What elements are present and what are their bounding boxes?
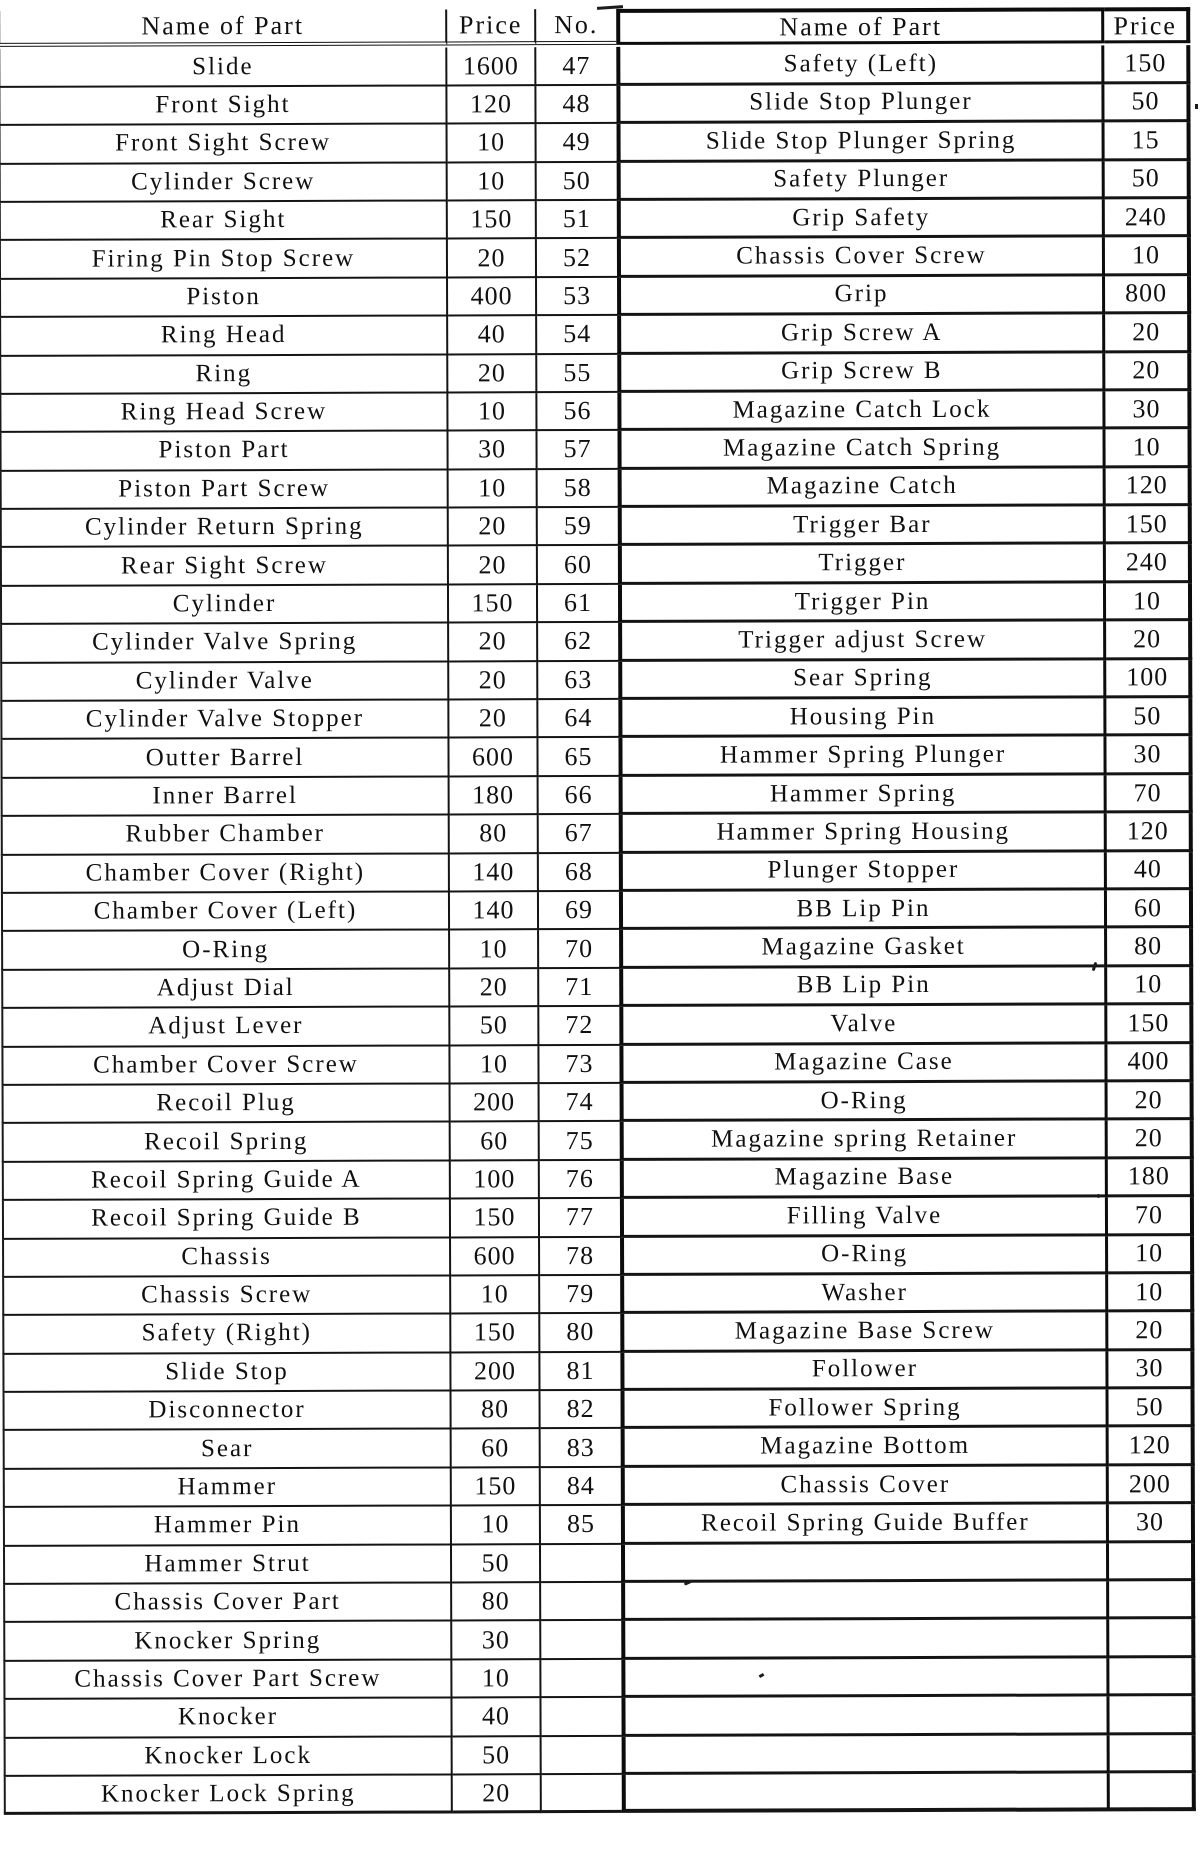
left-price-cell: 80: [452, 1583, 541, 1622]
left-part-name-cell: Front Sight: [0, 86, 448, 126]
right-price-cell: 50: [1106, 698, 1192, 737]
part-number-cell: 71: [539, 969, 619, 1008]
left-part-name-cell: Cylinder Valve Stopper: [0, 700, 449, 740]
right-part-name-cell: Magazine Catch Spring: [617, 430, 1105, 470]
left-part-name-cell: Adjust Lever: [1, 1008, 450, 1048]
left-part-name-cell: Chassis Cover Part Screw: [3, 1660, 452, 1700]
right-price-cell: [1109, 1658, 1195, 1697]
right-part-name-cell: Magazine Gasket: [619, 929, 1107, 969]
right-name-column-header: Name of Part: [616, 7, 1104, 45]
right-part-name-cell: Grip Safety: [617, 199, 1105, 239]
left-part-name-cell: Piston: [0, 278, 448, 318]
right-price-cell: 30: [1106, 737, 1192, 776]
right-part-name-cell: Chassis Cover Screw: [617, 238, 1105, 278]
right-part-name-cell: Sear Spring: [618, 660, 1106, 700]
left-price-cell: 120: [447, 86, 536, 125]
right-part-name-cell: Recoil Spring Guide Buffer: [621, 1505, 1109, 1545]
right-part-name-cell: Valve: [619, 1006, 1107, 1046]
right-price-cell: 20: [1106, 621, 1192, 660]
part-number-cell: 53: [537, 278, 617, 317]
left-part-name-cell: Cylinder Screw: [0, 163, 448, 203]
right-price-column-header: Price: [1104, 7, 1190, 43]
right-part-name-cell: Magazine Catch Lock: [617, 391, 1105, 431]
right-price-cell: 10: [1108, 1274, 1194, 1313]
part-number-cell: 63: [538, 662, 618, 701]
right-part-name-cell: Trigger: [618, 545, 1106, 585]
left-price-cell: 50: [453, 1737, 542, 1776]
part-number-cell: 50: [537, 162, 617, 201]
left-price-cell: 20: [453, 1775, 542, 1814]
part-number-cell: 85: [541, 1506, 621, 1545]
part-number-cell: 81: [540, 1353, 620, 1392]
left-price-cell: 140: [450, 854, 539, 893]
left-price-cell: 150: [451, 1314, 540, 1353]
left-price-cell: 150: [451, 1199, 540, 1238]
left-price-cell: 200: [451, 1353, 540, 1392]
right-price-cell: 120: [1109, 1428, 1195, 1467]
left-part-name-cell: Safety (Right): [2, 1315, 451, 1355]
scan-artifact: [1097, 1194, 1100, 1198]
right-part-name-cell: [622, 1773, 1110, 1813]
left-name-column-header: Name of Part: [0, 9, 447, 46]
right-price-cell: 10: [1108, 1236, 1194, 1275]
part-number-cell: 57: [537, 431, 617, 470]
right-price-cell: 240: [1106, 545, 1192, 584]
right-part-name-cell: [622, 1735, 1110, 1775]
left-price-cell: 600: [449, 739, 538, 778]
left-part-name-cell: Adjust Dial: [1, 969, 450, 1009]
right-price-cell: 150: [1106, 506, 1192, 545]
part-number-cell: 83: [541, 1429, 621, 1468]
part-number-cell: 72: [539, 1007, 619, 1046]
right-part-name-cell: Trigger adjust Screw: [618, 622, 1106, 662]
left-price-cell: 150: [448, 201, 537, 240]
right-part-name-cell: Grip: [617, 276, 1105, 316]
left-part-name-cell: Firing Pin Stop Screw: [0, 240, 448, 280]
part-number-cell: 54: [537, 316, 617, 355]
right-price-cell: 400: [1107, 1044, 1193, 1083]
left-part-name-cell: Outter Barrel: [0, 739, 449, 779]
left-part-name-cell: Hammer Strut: [3, 1545, 452, 1585]
left-part-name-cell: Slide: [0, 48, 447, 88]
left-price-cell: 10: [448, 393, 537, 432]
right-price-cell: 120: [1106, 468, 1192, 507]
part-number-cell: [541, 1583, 621, 1622]
part-number-cell: [542, 1737, 622, 1776]
right-part-name-cell: Magazine Base Screw: [620, 1313, 1108, 1353]
left-price-cell: 50: [452, 1545, 541, 1584]
right-part-name-cell: Trigger Bar: [618, 506, 1106, 546]
left-part-name-cell: Chamber Cover (Right): [1, 854, 450, 894]
left-part-name-cell: Hammer Pin: [3, 1507, 452, 1547]
left-part-name-cell: Chamber Cover Screw: [1, 1046, 450, 1086]
part-number-cell: 77: [540, 1199, 620, 1238]
left-part-name-cell: Recoil Plug: [2, 1084, 451, 1124]
right-price-cell: [1110, 1735, 1196, 1774]
part-number-cell: 59: [538, 508, 618, 547]
right-price-cell: 50: [1104, 84, 1190, 123]
right-price-cell: [1109, 1581, 1195, 1620]
left-part-name-cell: Rear Sight Screw: [0, 547, 449, 587]
right-price-cell: 10: [1105, 237, 1191, 276]
right-price-cell: 70: [1107, 775, 1193, 814]
right-part-name-cell: Slide Stop Plunger: [616, 84, 1104, 124]
left-price-cell: 30: [448, 431, 537, 470]
right-part-name-cell: Safety (Left): [616, 46, 1104, 86]
right-price-cell: 60: [1107, 890, 1193, 929]
left-price-cell: 10: [448, 124, 537, 163]
scan-artifact: [1195, 104, 1198, 109]
right-price-cell: 30: [1105, 391, 1191, 430]
right-price-cell: 10: [1106, 583, 1192, 622]
right-price-cell: 20: [1105, 314, 1191, 353]
right-price-cell: 10: [1107, 967, 1193, 1006]
part-number-cell: [541, 1698, 621, 1737]
part-number-cell: 52: [537, 239, 617, 278]
part-number-cell: 64: [538, 700, 618, 739]
part-number-cell: 82: [541, 1391, 621, 1430]
left-part-name-cell: Piston Part: [0, 432, 449, 472]
left-price-cell: 1600: [447, 48, 536, 87]
left-price-cell: 10: [452, 1660, 541, 1699]
left-price-cell: 40: [448, 316, 537, 355]
part-number-cell: 84: [541, 1468, 621, 1507]
left-price-cell: 20: [448, 355, 537, 394]
right-part-name-cell: Magazine Catch: [618, 468, 1106, 508]
right-part-name-cell: BB Lip Pin: [619, 890, 1107, 930]
right-part-name-cell: Slide Stop Plunger Spring: [617, 123, 1105, 163]
left-part-name-cell: Hammer: [3, 1468, 452, 1508]
right-price-cell: 240: [1105, 199, 1191, 238]
part-number-cell: 47: [536, 47, 616, 86]
right-part-name-cell: Magazine spring Retainer: [620, 1121, 1108, 1161]
left-price-cell: 80: [450, 815, 539, 854]
right-part-name-cell: [621, 1697, 1109, 1737]
right-part-name-cell: Grip Screw A: [617, 315, 1105, 355]
left-price-cell: 10: [450, 931, 539, 970]
left-price-cell: 20: [449, 623, 538, 662]
part-number-cell: 58: [538, 470, 618, 509]
left-part-name-cell: Disconnector: [3, 1392, 452, 1432]
right-part-name-cell: Magazine Bottom: [621, 1428, 1109, 1468]
right-price-cell: 800: [1105, 276, 1191, 315]
left-price-cell: 60: [452, 1430, 541, 1469]
right-part-name-cell: Safety Plunger: [617, 161, 1105, 201]
right-price-cell: 100: [1106, 660, 1192, 699]
right-part-name-cell: Hammer Spring Housing: [619, 814, 1107, 854]
part-number-cell: 48: [536, 86, 616, 125]
right-price-cell: 50: [1105, 161, 1191, 200]
left-part-name-cell: Ring Head: [0, 317, 448, 357]
left-price-cell: 20: [449, 662, 538, 701]
left-part-name-cell: Chassis Cover Part: [3, 1583, 452, 1623]
right-price-cell: [1109, 1620, 1195, 1659]
right-part-name-cell: Hammer Spring: [619, 775, 1107, 815]
left-part-name-cell: Cylinder: [0, 585, 449, 625]
left-price-cell: 10: [451, 1276, 540, 1315]
right-part-name-cell: Grip Screw B: [617, 353, 1105, 393]
right-price-cell: 30: [1108, 1351, 1194, 1390]
part-number-cell: 78: [540, 1237, 620, 1276]
left-part-name-cell: Cylinder Valve Spring: [0, 624, 449, 664]
right-part-name-cell: Magazine Base: [620, 1159, 1108, 1199]
part-number-cell: 56: [537, 393, 617, 432]
right-part-name-cell: [621, 1620, 1109, 1660]
left-price-cell: 10: [448, 163, 537, 202]
left-part-name-cell: Rear Sight: [0, 201, 448, 241]
left-price-cell: 40: [452, 1698, 541, 1737]
right-part-name-cell: BB Lip Pin: [619, 967, 1107, 1007]
right-part-name-cell: Hammer Spring Plunger: [618, 737, 1106, 777]
left-part-name-cell: Cylinder Return Spring: [0, 509, 449, 549]
left-price-cell: 140: [450, 892, 539, 931]
part-number-cell: 60: [538, 546, 618, 585]
right-part-name-cell: Plunger Stopper: [619, 852, 1107, 892]
right-price-cell: 20: [1108, 1312, 1194, 1351]
left-part-name-cell: Knocker Lock Spring: [4, 1775, 453, 1815]
right-price-cell: 40: [1107, 852, 1193, 891]
right-part-name-cell: O-Ring: [620, 1082, 1108, 1122]
right-part-name-cell: Chassis Cover: [621, 1466, 1109, 1506]
left-part-name-cell: Ring Head Screw: [0, 393, 448, 433]
right-price-cell: 20: [1108, 1082, 1194, 1121]
right-price-cell: 180: [1108, 1159, 1194, 1198]
left-price-cell: 600: [451, 1238, 540, 1277]
left-part-name-cell: Recoil Spring: [2, 1123, 451, 1163]
left-price-cell: 10: [450, 1046, 539, 1085]
left-price-cell: 20: [449, 508, 538, 547]
part-number-cell: [541, 1660, 621, 1699]
left-part-name-cell: Slide Stop: [2, 1353, 451, 1393]
part-number-cell: 75: [540, 1122, 620, 1161]
part-number-cell: 80: [540, 1314, 620, 1353]
right-price-cell: 10: [1105, 429, 1191, 468]
left-part-name-cell: Recoil Spring Guide A: [2, 1161, 451, 1201]
part-number-cell: 79: [540, 1276, 620, 1315]
right-price-cell: 20: [1108, 1120, 1194, 1159]
right-part-name-cell: Washer: [620, 1274, 1108, 1314]
left-price-cell: 60: [451, 1123, 540, 1162]
no-column-header: No.: [536, 9, 616, 45]
left-part-name-cell: Knocker Spring: [3, 1622, 452, 1662]
right-price-cell: 70: [1108, 1197, 1194, 1236]
left-price-cell: 50: [450, 1007, 539, 1046]
part-number-cell: 61: [538, 585, 618, 624]
right-part-name-cell: [621, 1581, 1109, 1621]
right-price-cell: 20: [1105, 353, 1191, 392]
left-price-cell: 30: [452, 1622, 541, 1661]
part-number-cell: 65: [538, 738, 618, 777]
right-part-name-cell: Follower Spring: [621, 1389, 1109, 1429]
right-part-name-cell: Housing Pin: [618, 698, 1106, 738]
left-price-cell: 200: [451, 1084, 540, 1123]
left-price-cell: 10: [452, 1506, 541, 1545]
right-price-cell: 50: [1109, 1389, 1195, 1428]
left-part-name-cell: Cylinder Valve: [0, 662, 449, 702]
part-number-cell: 70: [539, 930, 619, 969]
left-price-cell: 150: [452, 1468, 541, 1507]
part-number-cell: 66: [539, 777, 619, 816]
right-part-name-cell: [621, 1543, 1109, 1583]
part-number-cell: 73: [539, 1045, 619, 1084]
right-price-cell: 150: [1107, 1005, 1193, 1044]
left-price-cell: 20: [448, 240, 537, 279]
right-part-name-cell: Magazine Case: [619, 1044, 1107, 1084]
left-part-name-cell: Chassis: [2, 1238, 451, 1278]
right-price-cell: [1110, 1773, 1196, 1812]
right-price-cell: 80: [1107, 929, 1193, 968]
part-number-cell: 49: [537, 124, 617, 163]
right-price-cell: [1109, 1696, 1195, 1735]
right-price-cell: 15: [1105, 122, 1191, 161]
left-price-cell: 400: [448, 278, 537, 317]
part-number-cell: [541, 1545, 621, 1584]
left-price-cell: 20: [449, 547, 538, 586]
left-price-cell: 100: [451, 1161, 540, 1200]
left-part-name-cell: Chassis Screw: [2, 1276, 451, 1316]
left-price-cell: 20: [450, 969, 539, 1008]
part-number-cell: 74: [540, 1084, 620, 1123]
part-number-cell: [541, 1621, 621, 1660]
right-part-name-cell: O-Ring: [620, 1236, 1108, 1276]
right-price-cell: 30: [1109, 1504, 1195, 1543]
left-price-cell: 20: [449, 700, 538, 739]
left-part-name-cell: Recoil Spring Guide B: [2, 1200, 451, 1240]
part-number-cell: 51: [537, 201, 617, 240]
part-number-cell: 62: [538, 623, 618, 662]
left-part-name-cell: Rubber Chamber: [1, 816, 450, 856]
right-price-cell: 200: [1109, 1466, 1195, 1505]
left-price-cell: 180: [450, 777, 539, 816]
right-price-cell: 120: [1107, 813, 1193, 852]
left-price-cell: 10: [449, 470, 538, 509]
left-part-name-cell: Front Sight Screw: [0, 125, 448, 165]
part-number-cell: 55: [537, 354, 617, 393]
right-part-name-cell: Trigger Pin: [618, 583, 1106, 623]
part-number-cell: 67: [539, 815, 619, 854]
right-part-name-cell: Filling Valve: [620, 1198, 1108, 1238]
part-number-cell: 76: [540, 1161, 620, 1200]
right-price-cell: [1109, 1543, 1195, 1582]
left-part-name-cell: Piston Part Screw: [0, 470, 449, 510]
left-price-cell: 150: [449, 585, 538, 624]
left-part-name-cell: O-Ring: [1, 931, 450, 971]
right-part-name-cell: [621, 1658, 1109, 1698]
parts-price-table: [0, 7, 1196, 1815]
left-part-name-cell: Chamber Cover (Left): [1, 892, 450, 932]
left-price-column-header: Price: [447, 9, 536, 45]
left-part-name-cell: Ring: [0, 355, 448, 395]
left-price-cell: 80: [452, 1391, 541, 1430]
part-number-cell: 69: [539, 892, 619, 931]
left-part-name-cell: Sear: [3, 1430, 452, 1470]
left-part-name-cell: Knocker Lock: [4, 1737, 453, 1777]
part-number-cell: [542, 1775, 622, 1814]
right-price-cell: 150: [1104, 46, 1190, 85]
left-part-name-cell: Inner Barrel: [1, 777, 450, 817]
right-part-name-cell: Follower: [620, 1351, 1108, 1391]
part-number-cell: 68: [539, 854, 619, 893]
left-part-name-cell: Knocker: [3, 1699, 452, 1739]
